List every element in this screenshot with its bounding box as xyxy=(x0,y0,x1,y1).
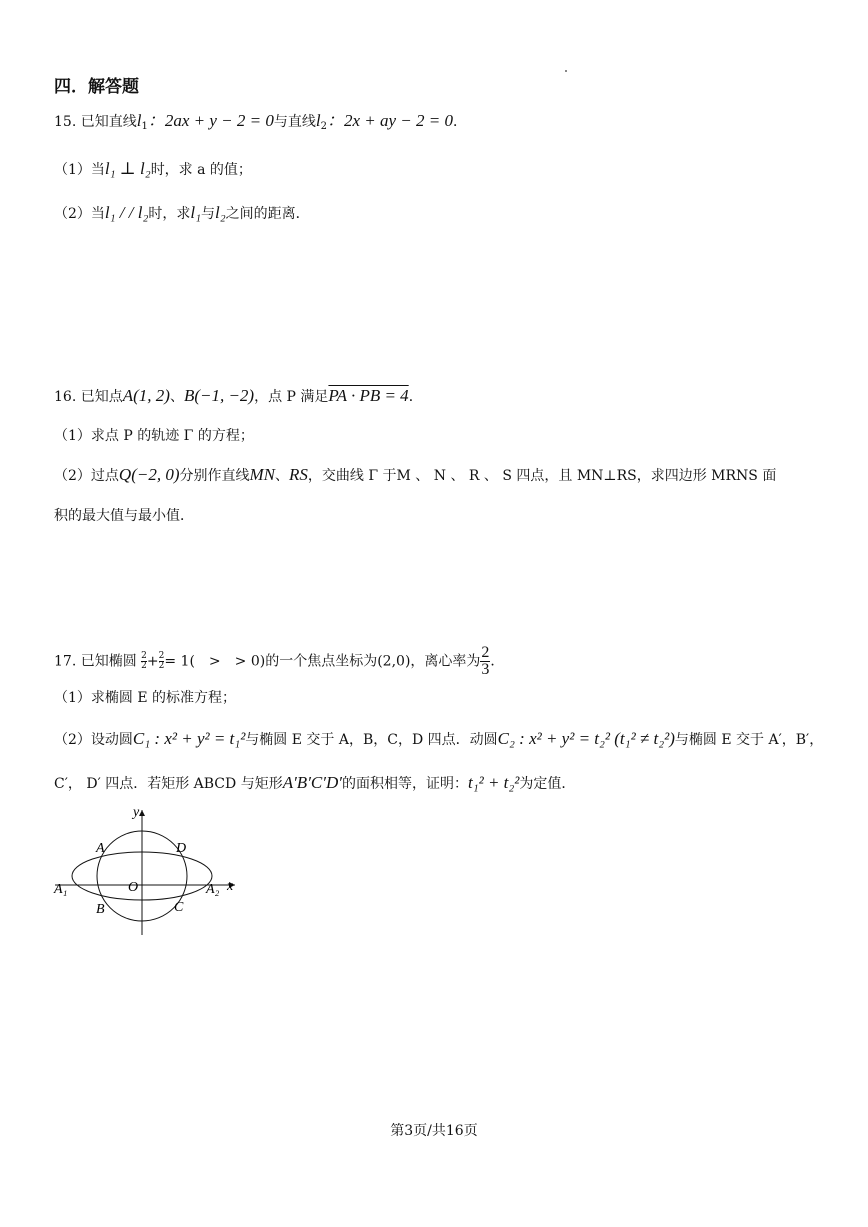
q15-l2-sub: 2 xyxy=(320,121,327,132)
q16-number: 16. xyxy=(54,389,77,405)
q17-p2-sum: t₁² + t₂² xyxy=(467,773,520,792)
q15-l1-eq: ：2ax + y − 2 = 0 xyxy=(147,111,274,130)
label-origin: O xyxy=(128,880,139,895)
q15-l2-eq: ：2x + ay − 2 = 0 xyxy=(326,111,453,130)
label-d: D xyxy=(176,841,187,856)
label-x: x xyxy=(227,879,234,894)
page-footer: 第3页/共16页 xyxy=(390,1123,478,1139)
q15-p2-text-c: 之间的距离． xyxy=(225,206,310,222)
label-b: B xyxy=(96,902,105,917)
q17-part1: （1）求椭圆 E 的标准方程； xyxy=(54,690,237,706)
q17-p2-c: 与椭圆 E 交于 A′，B′， xyxy=(674,732,824,748)
q15-end: ． xyxy=(452,114,467,130)
q15-p1-prefix: （1）当 xyxy=(54,162,105,178)
q17-ecc-num: 2 xyxy=(481,644,490,661)
q17-stem xyxy=(54,645,504,678)
scan-dot xyxy=(565,70,567,72)
q16-p2-point-q: Q(−2, 0) xyxy=(118,465,180,484)
q17-ecc-den: 3 xyxy=(481,661,490,678)
ellipse-circle-figure xyxy=(50,800,250,944)
section-title: 四．解答题 xyxy=(54,77,139,97)
q16-end: ． xyxy=(408,389,423,405)
q15-lead: 已知直线 xyxy=(80,114,137,130)
q16-lead: 已知点 xyxy=(80,389,123,405)
q16-part2 xyxy=(54,464,776,487)
q17-number: 17. xyxy=(54,653,77,670)
q17-frac1-den: 2 xyxy=(141,661,147,671)
q15-p2-l2: l₂ xyxy=(215,203,226,222)
q17-frac2-num: 2 xyxy=(158,651,165,661)
q16-stem xyxy=(54,385,423,408)
q15-p2-l1: l₁ xyxy=(190,203,202,222)
q17-p2-circle-c1: C₁ : x² + y² = t₁² xyxy=(132,729,246,748)
q15-part1 xyxy=(54,158,252,181)
label-c: C xyxy=(174,900,184,915)
q17-p2-line2-c: 为定值． xyxy=(519,776,576,792)
q16-p2-d: ，交曲线 Γ 于 xyxy=(307,468,397,484)
q16-point-a: A(1, 2) xyxy=(122,386,170,405)
q15-p1-text: 时，求 a 的值； xyxy=(150,162,252,178)
q17-eq-tail: = 1( > > 0) xyxy=(164,653,266,670)
q15-l1-label: l xyxy=(136,111,142,130)
q15-l1-sub: 1 xyxy=(141,121,148,132)
label-a1: A₁ xyxy=(54,882,68,897)
label-y: y xyxy=(133,805,140,820)
q16-part2-line2: 积的最大值与最小值． xyxy=(54,508,194,524)
q17-p2-rect: A′B′C′D′ xyxy=(282,773,342,792)
q15-p2-text-b: 与 xyxy=(201,206,216,222)
q16-p2-e: M 、 N 、 R 、 S 四点，且 MN⊥RS，求四边形 MRNS 面 xyxy=(396,468,777,484)
q15-number: 15. xyxy=(54,114,77,130)
q17-lead: 已知椭圆 xyxy=(80,653,137,670)
figure-svg xyxy=(50,800,250,940)
q16-p2-a: （2）过点 xyxy=(54,468,119,484)
q17-p2-a: （2）设动圆 xyxy=(54,732,133,748)
q16-sep: 、 xyxy=(169,389,184,405)
q16-p2-rs: RS xyxy=(289,465,308,484)
q15-p1-condition: l₁ ⊥ l₂ xyxy=(104,159,151,178)
label-a: A xyxy=(96,841,105,856)
q15-stem xyxy=(54,110,467,138)
q15-p2-text-a: 时，求 xyxy=(148,206,191,222)
q17-plus: + xyxy=(146,653,159,670)
q15-l2-label: l xyxy=(315,111,321,130)
q17-part2-line2 xyxy=(54,772,575,795)
q17-p2-b: 与椭圆 E 交于 A，B，C，D 四点．动圆 xyxy=(245,732,498,748)
q16-p2-mn: MN xyxy=(249,465,275,484)
q15-mid: 与直线 xyxy=(273,114,316,130)
q16-vector-equation: PA · PB = 4 xyxy=(328,386,409,405)
q17-end: ． xyxy=(490,653,505,670)
q16-part1: （1）求点 P 的轨迹 Γ 的方程； xyxy=(54,428,254,444)
q17-p2-line2-a: C′， D′ 四点．若矩形 ABCD 与矩形 xyxy=(54,776,283,792)
q15-p2-prefix: （2）当 xyxy=(54,206,105,222)
q17-part2 xyxy=(54,728,823,751)
q16-cond-text: ，点 P 满足 xyxy=(254,389,329,405)
q17-frac2-den: 2 xyxy=(158,661,165,671)
q16-p2-c: 、 xyxy=(275,468,289,484)
q15-part2 xyxy=(54,202,310,225)
q17-eccentricity xyxy=(480,645,490,678)
q17-p2-line2-b: 的面积相等，证明： xyxy=(341,776,468,792)
q17-frac1-num: 2 xyxy=(141,651,147,661)
q17-p2-circle-c2: C₂ : x² + y² = t₂² (t₁² ≠ t₂²) xyxy=(497,729,675,748)
q16-point-b: B(−1, −2) xyxy=(183,386,255,405)
q17-focus-text: 的一个焦点坐标为(2,0)，离心率为 xyxy=(265,653,481,670)
q15-p2-condition: l₁ / / l₂ xyxy=(104,203,149,222)
q16-p2-b: 分别作直线 xyxy=(179,468,250,484)
label-a2: A₂ xyxy=(206,882,220,897)
